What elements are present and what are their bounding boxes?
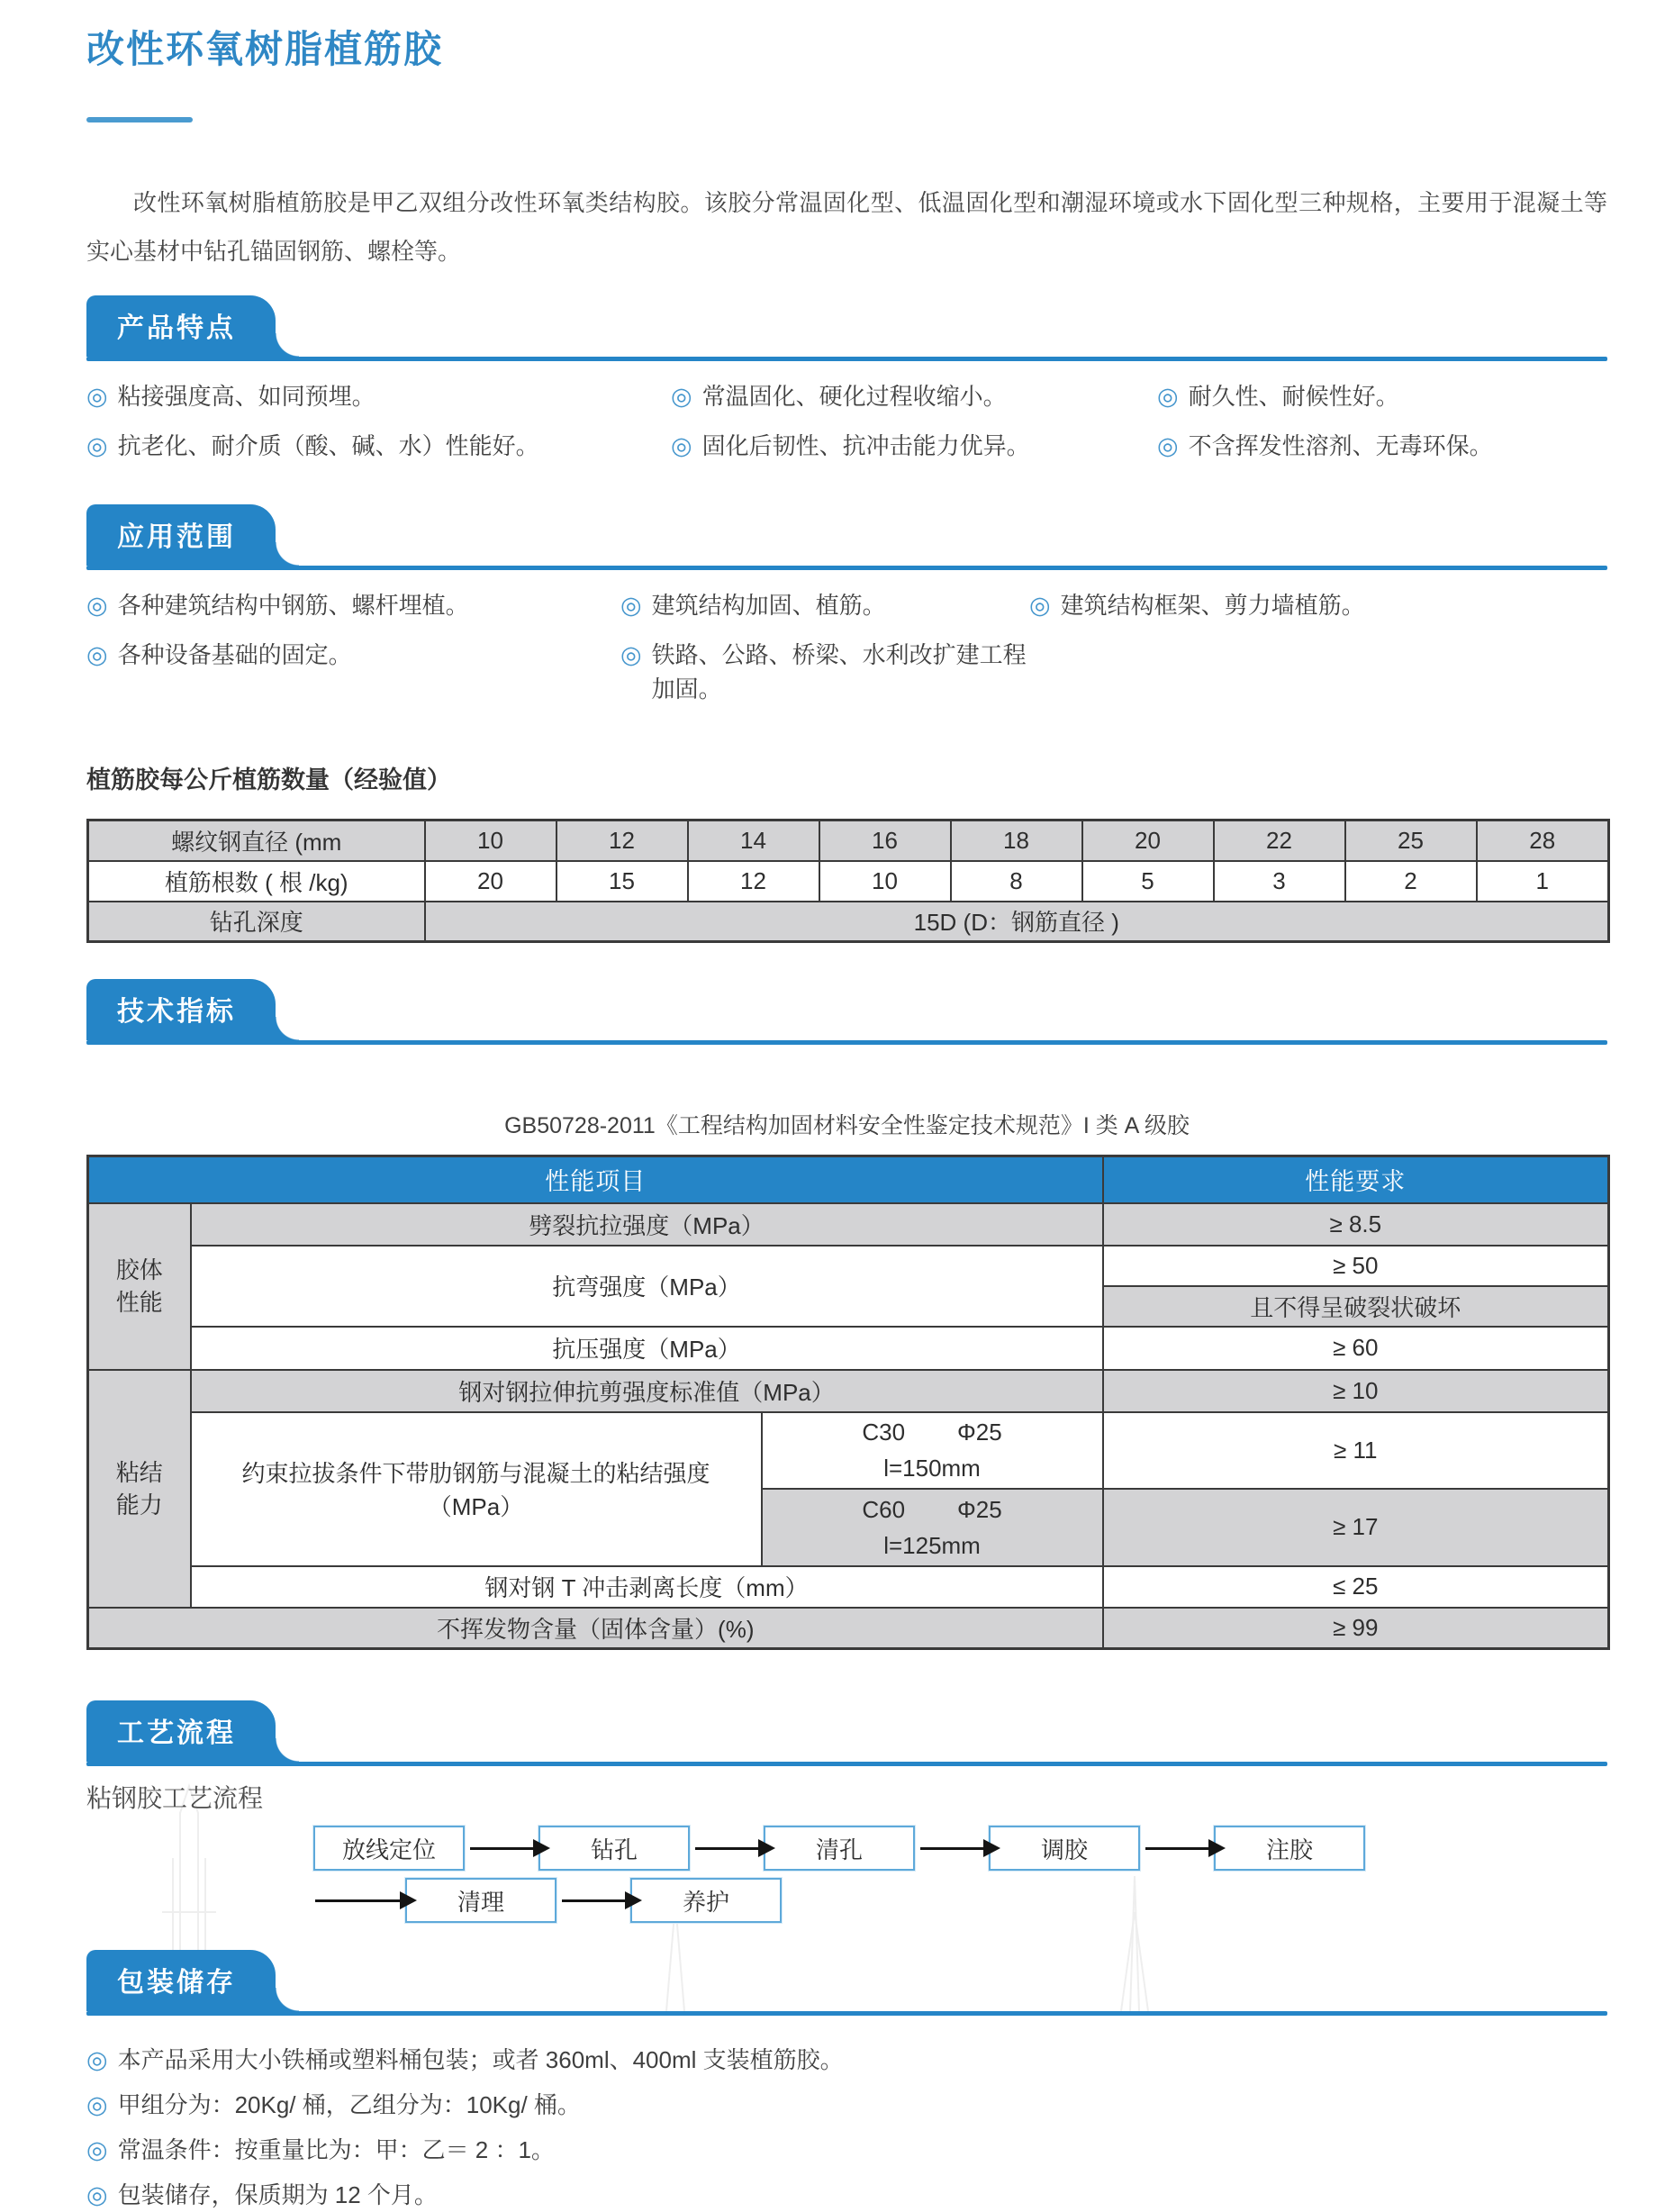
packaging-banner-rule (86, 2011, 1607, 2016)
condition-length: l=150mm (883, 1455, 981, 1482)
flow-arrow-icon (695, 1847, 760, 1850)
standard-reference: GB50728-2011《工程结构加固材料安全性鉴定技术规范》I 类 A 级胶 (504, 1113, 1190, 1138)
feature-item (1157, 429, 1493, 463)
application-text: 各种设备基础的固定。 (117, 641, 352, 668)
flow-box-drill: 钻孔 (538, 1826, 690, 1871)
process-banner-label: 工艺流程 (117, 1718, 236, 1748)
page-title: 改性环氧树脂植筋胶 (86, 28, 444, 70)
feature-item (671, 379, 1157, 413)
group-label-line: 粘结 (115, 1458, 163, 1486)
diameter-value: 10 (425, 820, 556, 861)
packaging-banner-label: 包装储存 (117, 1968, 236, 1998)
feature-item (1157, 379, 1493, 413)
count-value: 2 (1345, 861, 1477, 902)
spec-name: 抗弯强度（MPa） (191, 1246, 1103, 1327)
flow-box-inject-glue: 注胶 (1214, 1826, 1365, 1871)
spec-name-line: （MPa） (428, 1493, 524, 1520)
count-value: 12 (688, 861, 819, 902)
bullet-icon: ◎ (86, 432, 108, 459)
feature-text: 不含挥发性溶剂、无毒环保。 (1188, 432, 1493, 459)
group-label-line: 胶体 (115, 1256, 163, 1283)
applications-banner-rule (86, 566, 1607, 570)
document-page (0, 20, 1674, 2212)
spec-row-flexural (88, 1246, 1609, 1286)
application-text: 各种建筑结构中钢筋、螺杆埋植。 (117, 592, 469, 619)
spec-row-peel (88, 1566, 1609, 1608)
feature-text: 耐久性、耐候性好。 (1188, 383, 1399, 410)
spec-req: ≥ 50 (1103, 1246, 1609, 1286)
spec-req: ≥ 10 (1103, 1370, 1609, 1412)
features-list (86, 379, 1607, 463)
bullet-icon: ◎ (1029, 592, 1051, 619)
spec-req: ≥ 99 (1103, 1608, 1609, 1649)
rebar-row-depth (88, 902, 1609, 942)
spec-row-compressive (88, 1327, 1609, 1370)
flow-box-clean-hole: 清孔 (764, 1826, 915, 1871)
applications-column-2 (620, 588, 1029, 706)
rebar-row-diameter (88, 820, 1609, 861)
application-item (1029, 588, 1365, 622)
feature-item (86, 429, 671, 463)
condition-diameter: Φ25 (957, 1495, 1002, 1523)
bullet-icon: ◎ (86, 641, 108, 668)
packaging-text: 本产品采用大小铁桶或塑料桶包装；或者 360ml、400ml 支装植筋胶。 (117, 2046, 844, 2073)
condition-diameter: Φ25 (957, 1419, 1002, 1446)
rebar-table (86, 819, 1610, 943)
spec-req: ≥ 60 (1103, 1327, 1609, 1370)
spec-row-split-tensile (88, 1203, 1609, 1246)
diameter-value: 12 (556, 820, 688, 861)
feature-text: 常温固化、硬化过程收缩小。 (701, 383, 1007, 410)
features-column-3 (1157, 379, 1493, 463)
application-text: 铁路、公路、桥梁、水利改扩建工程加固。 (651, 641, 1027, 703)
flow-row-2 (310, 1878, 1607, 1923)
count-value: 8 (951, 861, 1082, 902)
group-label-line: 能力 (115, 1491, 163, 1518)
count-value: 10 (819, 861, 951, 902)
feature-text: 固化后韧性、抗冲击能力优异。 (701, 432, 1030, 459)
process-subtitle: 粘钢胶工艺流程 (86, 1784, 264, 1812)
spec-name-line: 约束拉拔条件下带肋钢筋与混凝土的粘结强度 (241, 1460, 710, 1487)
application-item (86, 638, 620, 672)
applications-list (86, 588, 1607, 706)
diameter-value: 28 (1477, 820, 1609, 861)
features-banner (86, 295, 276, 357)
spec-name: 不挥发物含量（固体含量）(%) (88, 1608, 1103, 1649)
spec-name (191, 1412, 762, 1566)
application-item (620, 638, 1029, 706)
condition-grade: C60 (862, 1495, 906, 1523)
flow-arrow-icon (1145, 1847, 1210, 1850)
features-column-1 (86, 379, 671, 463)
packaging-item (86, 2088, 1607, 2122)
intro-paragraph: 改性环氧树脂植筋胶是甲乙双组分改性环氧类结构胶。该胶分常温固化型、低温固化型和潮湿环境或水下固化型三种规格，主要用于混凝土等实心基材中钻孔锚固钢筋、螺栓等。 (86, 189, 1607, 265)
bullet-icon: ◎ (620, 592, 642, 619)
count-value: 15 (556, 861, 688, 902)
flow-box-cleanup: 清理 (405, 1878, 556, 1923)
flow-box-mix-glue: 调胶 (989, 1826, 1140, 1871)
group-cell-adhesive-performance (88, 1203, 191, 1370)
diameter-value: 25 (1345, 820, 1477, 861)
feature-item (86, 379, 671, 413)
count-value: 5 (1082, 861, 1214, 902)
group-label-line: 性能 (115, 1289, 163, 1316)
spec-req: ≥ 17 (1103, 1489, 1609, 1566)
row-label: 植筋根数 ( 根 /kg) (88, 861, 425, 902)
flow-box-curing: 养护 (630, 1878, 782, 1923)
bullet-icon: ◎ (671, 432, 692, 459)
application-text: 建筑结构加固、植筋。 (651, 592, 886, 619)
application-item (86, 588, 620, 622)
flow-arrow-icon (315, 1899, 402, 1902)
application-text: 建筑结构框架、剪力墙植筋。 (1060, 592, 1365, 619)
specs-banner (86, 979, 276, 1040)
spec-row-nonvolatile (88, 1608, 1609, 1649)
bullet-icon: ◎ (86, 2091, 108, 2118)
diameter-value: 14 (688, 820, 819, 861)
diameter-value: 20 (1082, 820, 1214, 861)
spec-row-shear (88, 1370, 1609, 1412)
row-label: 钻孔深度 (88, 902, 425, 942)
condition-grade: C30 (862, 1419, 906, 1446)
process-banner-rule (86, 1762, 1607, 1766)
applications-banner-label: 应用范围 (117, 522, 236, 552)
spec-table (86, 1155, 1610, 1650)
features-banner-label: 产品特点 (117, 313, 236, 343)
count-value: 20 (425, 861, 556, 902)
feature-item (671, 429, 1157, 463)
spec-condition (762, 1412, 1103, 1489)
bullet-icon: ◎ (1157, 432, 1179, 459)
condition-length: l=125mm (883, 1531, 981, 1559)
spec-row-bond-c30 (88, 1412, 1609, 1489)
bullet-icon: ◎ (86, 2181, 108, 2208)
diameter-value: 22 (1214, 820, 1345, 861)
spec-name: 劈裂抗拉强度（MPa） (191, 1203, 1103, 1246)
count-value: 3 (1214, 861, 1345, 902)
application-item (620, 588, 1029, 622)
feature-text: 粘接强度高、如同预埋。 (117, 383, 376, 410)
packaging-list (86, 2043, 1607, 2212)
flow-box-layout: 放线定位 (313, 1826, 465, 1871)
applications-column-1 (86, 588, 620, 706)
bullet-icon: ◎ (1157, 383, 1179, 410)
process-banner (86, 1700, 276, 1762)
applications-banner (86, 504, 276, 566)
section-specs (86, 979, 1607, 1045)
flow-arrow-icon (470, 1847, 535, 1850)
bullet-icon: ◎ (671, 383, 692, 410)
count-value: 1 (1477, 861, 1609, 902)
bullet-icon: ◎ (86, 2046, 108, 2073)
flow-arrow-icon (920, 1847, 985, 1850)
bullet-icon: ◎ (86, 592, 108, 619)
spec-name: 钢对钢拉伸抗剪强度标准值（MPa） (191, 1370, 1103, 1412)
features-banner-rule (86, 357, 1607, 361)
features-column-2 (671, 379, 1157, 463)
rebar-table-title: 植筋胶每公斤植筋数量（经验值） (86, 766, 451, 793)
bullet-icon: ◎ (86, 2136, 108, 2163)
packaging-item (86, 2043, 1607, 2077)
flow-row-1 (313, 1826, 1607, 1871)
spec-req: 且不得呈破裂状破坏 (1103, 1286, 1609, 1327)
title-underline (86, 117, 193, 122)
packaging-item (86, 2178, 1607, 2212)
rebar-row-count (88, 861, 1609, 902)
section-applications (86, 504, 1607, 570)
spec-header-row (88, 1156, 1609, 1203)
spec-name: 抗压强度（MPa） (191, 1327, 1103, 1370)
applications-column-3 (1029, 588, 1365, 706)
diameter-value: 18 (951, 820, 1082, 861)
section-process (86, 1700, 1607, 1766)
bullet-icon: ◎ (620, 641, 642, 668)
spec-req: ≥ 11 (1103, 1412, 1609, 1489)
flow-arrow-icon (562, 1899, 627, 1902)
row-label: 螺纹钢直径 (mm (88, 820, 425, 861)
packaging-text: 甲组分为：20Kg/ 桶，乙组分为：10Kg/ 桶。 (117, 2091, 581, 2118)
packaging-item (86, 2133, 1607, 2167)
spec-condition (762, 1489, 1103, 1566)
packaging-text: 常温条件：按重量比为：甲：乙＝ 2 ：1。 (117, 2136, 555, 2163)
packaging-text: 包装储存，保质期为 12 个月。 (117, 2181, 438, 2208)
feature-text: 抗老化、耐介质（酸、碱、水）性能好。 (117, 432, 539, 459)
diameter-value: 16 (819, 820, 951, 861)
specs-banner-label: 技术指标 (117, 997, 236, 1027)
spec-req: ≥ 8.5 (1103, 1203, 1609, 1246)
group-cell-bonding-capacity (88, 1370, 191, 1608)
section-packaging (86, 1950, 1607, 2016)
spec-req: ≤ 25 (1103, 1566, 1609, 1608)
spec-header-req: 性能要求 (1103, 1156, 1609, 1203)
specs-banner-rule (86, 1040, 1607, 1045)
spec-header-item: 性能项目 (88, 1156, 1103, 1203)
section-features (86, 295, 1607, 361)
spec-name: 钢对钢 T 冲击剥离长度（mm） (191, 1566, 1103, 1608)
depth-value: 15D (D：钢筋直径 ) (425, 902, 1609, 942)
packaging-banner (86, 1950, 276, 2011)
bullet-icon: ◎ (86, 383, 108, 410)
